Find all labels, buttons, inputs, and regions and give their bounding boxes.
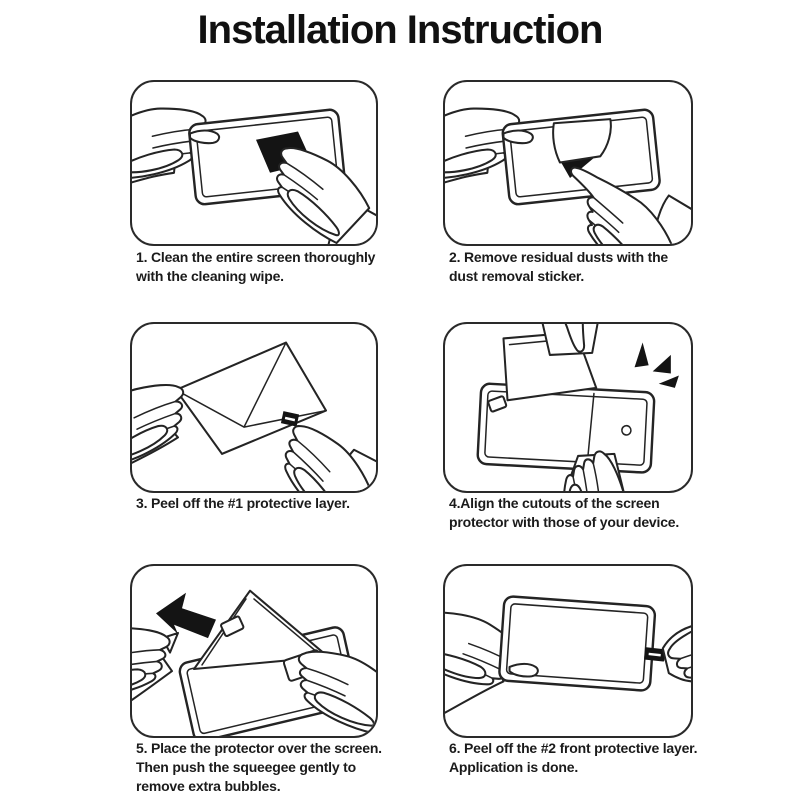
step-6-illustration <box>445 566 691 736</box>
caption-line: 5. Place the protector over the screen. <box>136 740 382 756</box>
caption-line: 3. Peel off the #1 protective layer. <box>136 495 350 511</box>
step-3-caption <box>136 494 436 513</box>
caption-line: Application is done. <box>449 759 579 775</box>
step-4-caption <box>449 494 749 532</box>
direction-arrow-icon <box>156 593 216 638</box>
caption-line: 2. Remove residual dusts with the <box>449 249 669 265</box>
thumb-over-edge <box>190 130 219 143</box>
step-2-caption <box>449 248 749 286</box>
press-emphasis-icon <box>635 343 679 388</box>
caption-line: protector with those of your device. <box>449 514 680 530</box>
caption-line: remove extra bubbles. <box>136 778 281 794</box>
step-5-illustration <box>132 566 376 736</box>
step-1-panel <box>130 80 378 246</box>
caption-line: dust removal sticker. <box>449 268 585 284</box>
step-2-panel <box>443 80 693 246</box>
caption-line: 6. Peel off the #2 front protective layer. <box>449 740 698 756</box>
step-1-illustration <box>132 82 376 244</box>
caption-line: with the cleaning wipe. <box>136 268 284 284</box>
caption-line: 1. Clean the entire screen thoroughly <box>136 249 376 265</box>
caption-line: Then push the squeegee gently to <box>136 759 356 775</box>
step-6-panel <box>443 564 693 738</box>
step-1-caption <box>136 248 436 286</box>
thumb-over-edge <box>503 130 532 143</box>
thumb-over-edge <box>510 664 538 677</box>
step-3-illustration <box>132 324 376 491</box>
page-title: Installation Instruction <box>197 8 603 52</box>
step-5-caption <box>136 739 436 796</box>
step-6-caption <box>449 739 749 777</box>
step-2-illustration <box>445 82 691 244</box>
caption-line: 4.Align the cutouts of the screen <box>449 495 660 511</box>
step-3-panel <box>130 322 378 493</box>
step-4-panel <box>443 322 693 493</box>
step-4-illustration <box>445 324 691 491</box>
step-5-panel <box>130 564 378 738</box>
